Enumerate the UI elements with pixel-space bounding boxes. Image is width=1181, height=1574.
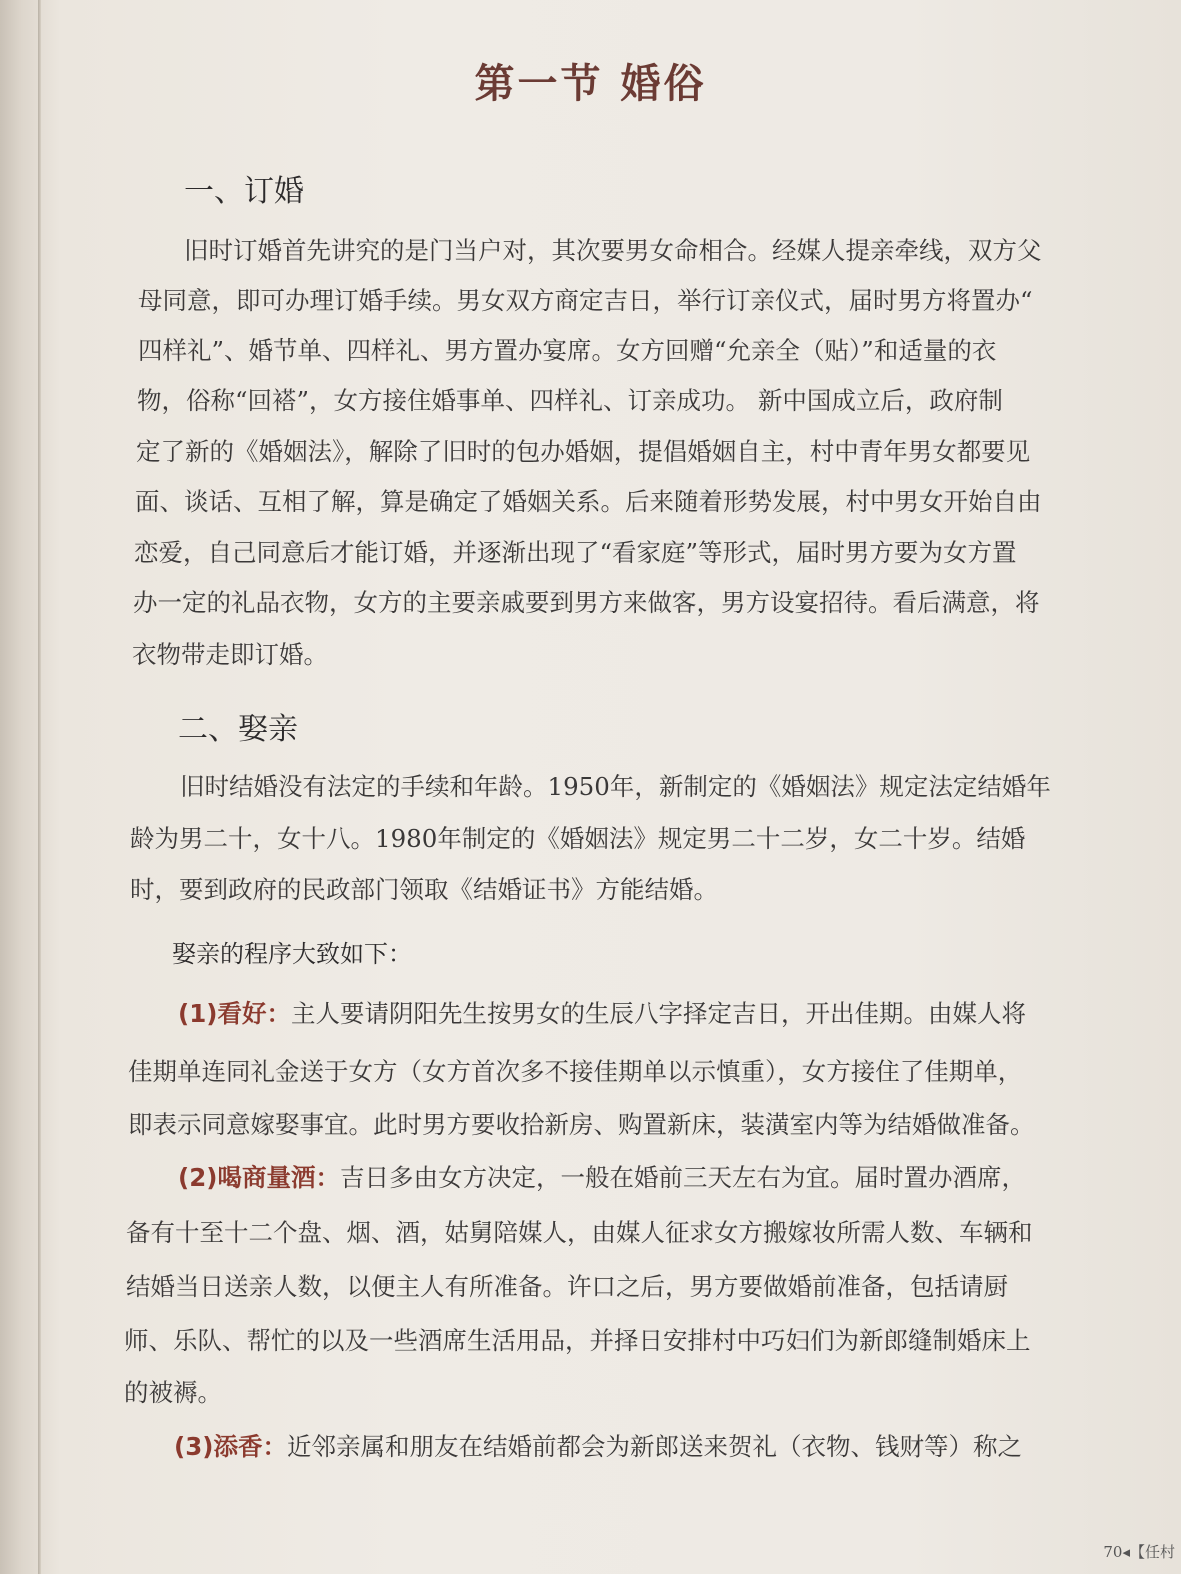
- paragraph-line: 结婚当日送亲人数，以便主人有所准备。许口之后，男方要做婚前准备，包括请厨: [126, 1272, 1008, 1301]
- paragraph-line: 龄为男二十，女十八。1980年制定的《婚姻法》规定男二十二岁，女二十岁。结婚: [130, 824, 1026, 853]
- paragraph-line: 物，俗称“回褡”，女方接住婚事单、四样礼、订亲成功。 新中国成立后，政府制: [137, 386, 1003, 415]
- paragraph-line: 恋爱，自己同意后才能订婚，并逐渐出现了“看家庭”等形式，届时男方要为女方置: [134, 538, 1017, 567]
- step-label: (1)看好：: [178, 999, 291, 1028]
- step-first-line: [174, 1428, 1022, 1463]
- paragraph-line: 的被褥。: [124, 1378, 222, 1407]
- paragraph-line: 衣物带走即订婚。: [132, 640, 328, 669]
- step-text: 吉日多由女方决定，一般在婚前三天左右为宜。届时置办酒席，: [339, 1163, 1026, 1192]
- step-text: 主人要请阴阳先生按男女的生辰八字择定吉日，开出佳期。由媒人将: [290, 999, 1026, 1028]
- page-number: 70: [1103, 1543, 1123, 1561]
- paragraph-line: 师、乐队、帮忙的以及一些酒席生活用品，并择日安排村中巧妇们为新郎缝制婚床上: [124, 1326, 1031, 1355]
- paragraph-line: 即表示同意嫁娶事宜。此时男方要收拾新房、购置新床，装潢室内等为结婚做准备。: [128, 1110, 1035, 1139]
- paragraph-line: 面、谈话、互相了解，算是确定了婚姻关系。后来随着形势发展，村中男女开始自由: [135, 487, 1042, 516]
- step-first-line: [178, 995, 1026, 1030]
- arrow-left-icon: ◂: [1122, 1543, 1130, 1561]
- page-title: 第一节 婚俗: [474, 61, 707, 107]
- step-label: (3)添香：: [174, 1432, 287, 1461]
- book-spine: [38, 0, 41, 1574]
- section-heading-engagement: 一、订婚: [184, 174, 304, 209]
- step-label: (2)喝商量酒：: [178, 1163, 340, 1192]
- step-first-line: [178, 1159, 1026, 1194]
- paragraph-line: 四样礼”、婚节单、四样礼、男方置办宴席。女方回赠“允亲全（贴）”和适量的衣: [138, 336, 997, 365]
- running-title: 【任村: [1129, 1543, 1175, 1561]
- paragraph-line: 佳期单连同礼金送于女方（女方首次多不接佳期单以示慎重），女方接住了佳期单，: [128, 1057, 1023, 1086]
- section-heading-wedding: 二、娶亲: [178, 712, 298, 747]
- paragraph-line: 时，要到政府的民政部门领取《结婚证书》方能结婚。: [130, 875, 718, 904]
- paragraph-line: 定了新的《婚姻法》，解除了旧时的包办婚姻，提倡婚姻自主，村中青年男女都要见: [136, 437, 1031, 466]
- procedure-heading: 娶亲的程序大致如下：: [172, 940, 412, 968]
- page-footer: [1103, 1541, 1175, 1562]
- step-text: 近邻亲属和朋友在结婚前都会为新郎送来贺礼（衣物、钱财等）称之: [286, 1432, 1022, 1461]
- paragraph-line: 旧时结婚没有法定的手续和年龄。1950年，新制定的《婚姻法》规定法定结婚年: [180, 772, 1051, 801]
- paragraph-line: 母同意，即可办理订婚手续。男女双方商定吉日，举行订亲仪式，届时男方将置办“: [138, 286, 1033, 315]
- paragraph-line: 旧时订婚首先讲究的是门当户对，其次要男女命相合。经媒人提亲牵线，双方父: [184, 236, 1042, 265]
- paragraph-line: 备有十至十二个盘、烟、酒，姑舅陪媒人，由媒人征求女方搬嫁妆所需人数、车辆和: [126, 1218, 1033, 1247]
- paragraph-line: 办一定的礼品衣物，女方的主要亲戚要到男方来做客，男方设宴招待。看后满意，将: [133, 588, 1040, 617]
